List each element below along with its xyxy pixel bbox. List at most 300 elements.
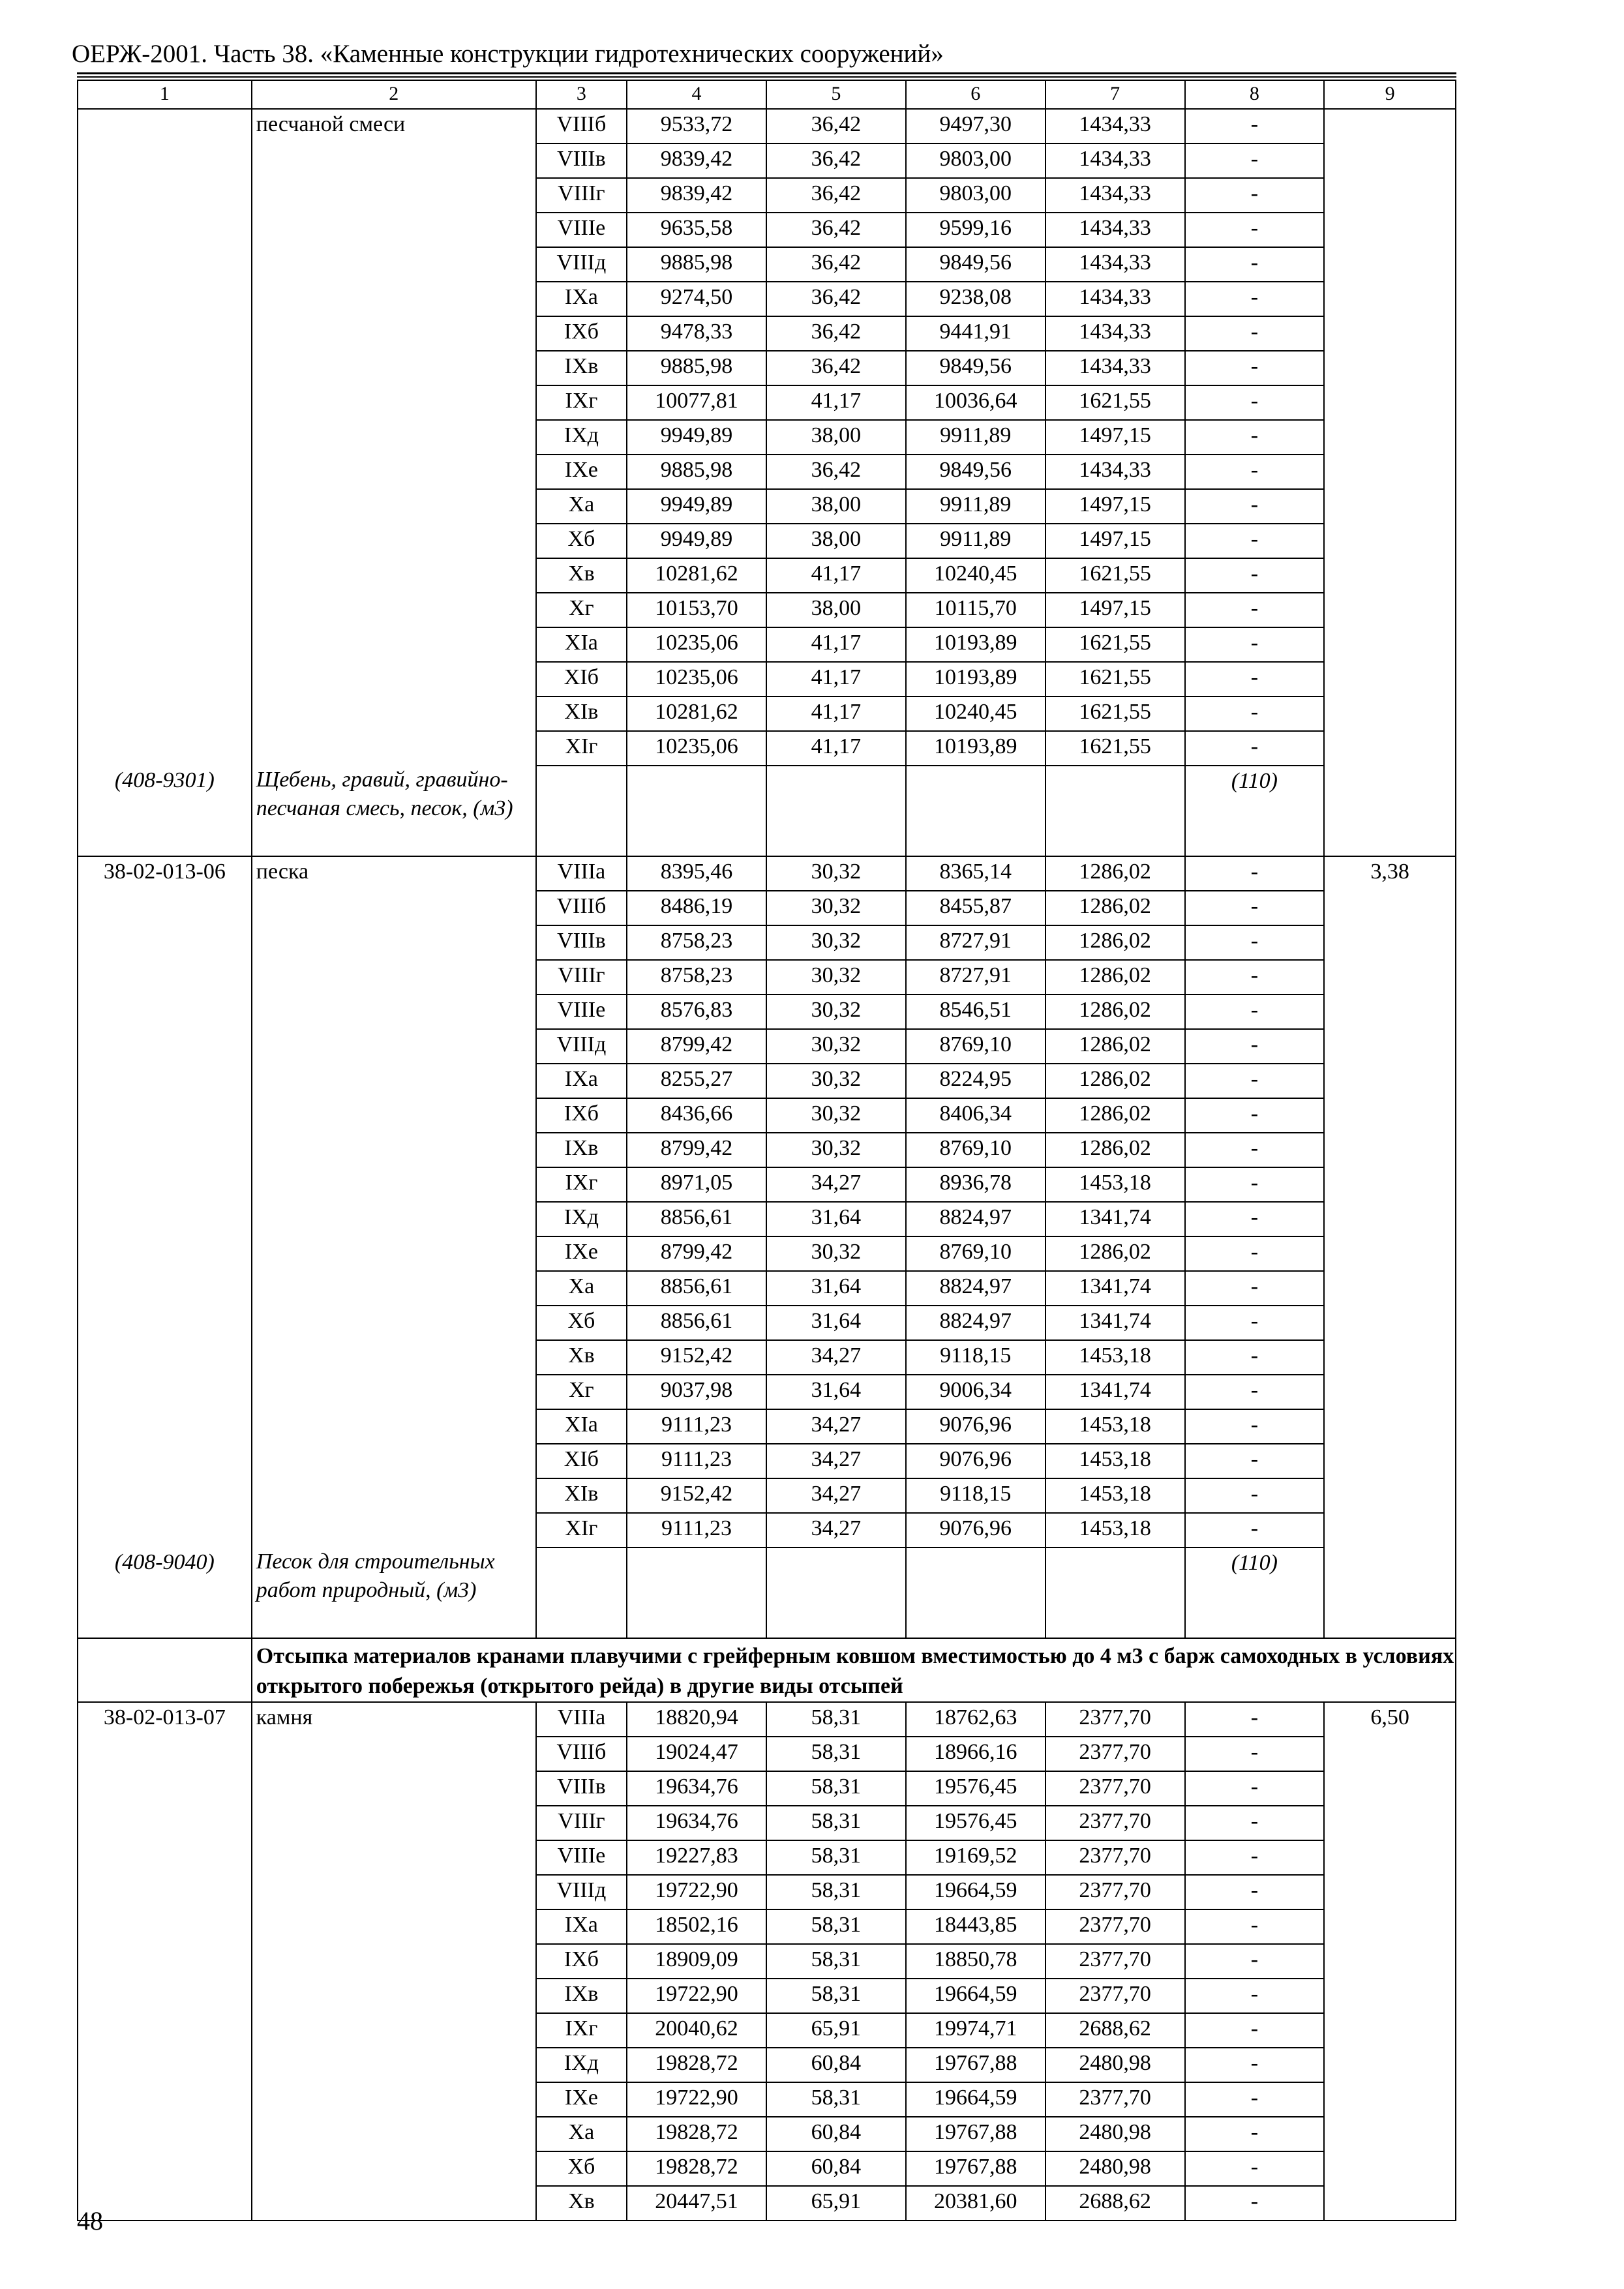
material-empty xyxy=(1045,766,1185,856)
cell-col3: VIIIе xyxy=(536,1840,627,1875)
cell-col3: IXг xyxy=(536,2013,627,2048)
cell-col4: 19722,90 xyxy=(627,1979,766,2013)
rate-code-cont xyxy=(78,1875,252,1909)
cell-col3: Xв xyxy=(536,2186,627,2221)
table-row xyxy=(78,385,1456,420)
cell-col3: IXв xyxy=(536,1979,627,2013)
coefficient-cont xyxy=(1324,2013,1456,2048)
cell-col7: 1434,33 xyxy=(1045,351,1185,385)
cell-col7: 1286,02 xyxy=(1045,1098,1185,1133)
cell-col8: - xyxy=(1185,2186,1325,2221)
cell-col7: 1286,02 xyxy=(1045,1133,1185,1167)
work-name-cont xyxy=(252,1133,536,1167)
cell-col3: VIIIд xyxy=(536,247,627,282)
rate-code: 38-02-013-07 xyxy=(78,1702,252,1737)
cell-col7: 1453,18 xyxy=(1045,1444,1185,1478)
cell-col7: 1434,33 xyxy=(1045,213,1185,247)
column-number: 1 xyxy=(78,80,252,109)
work-name-cont xyxy=(252,178,536,213)
cell-col6: 9076,96 xyxy=(906,1513,1045,1548)
cell-col3: IXг xyxy=(536,1167,627,1202)
cell-col6: 9441,91 xyxy=(906,316,1045,351)
cell-col5: 30,32 xyxy=(766,1098,906,1133)
cell-col7: 1497,15 xyxy=(1045,489,1185,524)
cell-col4: 18909,09 xyxy=(627,1944,766,1979)
cell-col8: - xyxy=(1185,420,1325,455)
cell-col4: 19722,90 xyxy=(627,1875,766,1909)
work-name: песчаной смеси xyxy=(252,109,536,143)
cell-col5: 30,32 xyxy=(766,1064,906,1098)
cell-col5: 38,00 xyxy=(766,593,906,627)
cell-col8: - xyxy=(1185,247,1325,282)
cell-col4: 19634,76 xyxy=(627,1771,766,1806)
cell-col5: 58,31 xyxy=(766,1737,906,1771)
cell-col4: 9478,33 xyxy=(627,316,766,351)
work-name-cont xyxy=(252,696,536,731)
rate-code-cont xyxy=(78,1167,252,1202)
work-name-cont xyxy=(252,1409,536,1444)
table-row xyxy=(78,420,1456,455)
work-name-cont xyxy=(252,213,536,247)
table-row xyxy=(78,1478,1456,1513)
cell-col7: 1453,18 xyxy=(1045,1513,1185,1548)
table-row xyxy=(78,143,1456,178)
cell-col7: 1453,18 xyxy=(1045,1167,1185,1202)
coefficient-cont xyxy=(1324,1271,1456,1306)
work-name-cont xyxy=(252,1737,536,1771)
coefficient-cont xyxy=(1324,2082,1456,2117)
cell-col4: 19227,83 xyxy=(627,1840,766,1875)
table-row xyxy=(78,891,1456,925)
cell-col8: - xyxy=(1185,558,1325,593)
cell-col5: 30,32 xyxy=(766,1236,906,1271)
cell-col6: 18966,16 xyxy=(906,1737,1045,1771)
cell-col5: 36,42 xyxy=(766,247,906,282)
cell-col8: - xyxy=(1185,1375,1325,1409)
work-name-cont xyxy=(252,282,536,316)
cell-col6: 10036,64 xyxy=(906,385,1045,420)
cell-col6: 10115,70 xyxy=(906,593,1045,627)
table-row xyxy=(78,1840,1456,1875)
cell-col4: 8576,83 xyxy=(627,995,766,1029)
material-name: Щебень, гравий, гравийно-песчаная смесь, песок, (м3) xyxy=(252,766,536,856)
table-row xyxy=(78,1806,1456,1840)
table-row xyxy=(78,2082,1456,2117)
work-name-cont xyxy=(252,593,536,627)
cell-col5: 30,32 xyxy=(766,1133,906,1167)
cell-col5: 31,64 xyxy=(766,1375,906,1409)
coefficient-cont xyxy=(1324,1944,1456,1979)
cell-col6: 9911,89 xyxy=(906,420,1045,455)
table-row xyxy=(78,2186,1456,2221)
table-row xyxy=(78,1306,1456,1340)
cell-col4: 8799,42 xyxy=(627,1236,766,1271)
cell-col4: 10153,70 xyxy=(627,593,766,627)
cell-col3: VIIIв xyxy=(536,143,627,178)
coefficient-cont xyxy=(1324,1306,1456,1340)
work-name-cont xyxy=(252,1979,536,2013)
cell-col8: - xyxy=(1185,1702,1325,1737)
cell-col6: 9911,89 xyxy=(906,489,1045,524)
cell-col8: - xyxy=(1185,1133,1325,1167)
cell-col7: 1434,33 xyxy=(1045,109,1185,143)
cell-col4: 10281,62 xyxy=(627,696,766,731)
cell-col6: 9076,96 xyxy=(906,1444,1045,1478)
coefficient-cont xyxy=(1324,213,1456,247)
cell-col5: 38,00 xyxy=(766,524,906,558)
cell-col4: 8856,61 xyxy=(627,1271,766,1306)
cell-col4: 19024,47 xyxy=(627,1737,766,1771)
cell-col8: - xyxy=(1185,1737,1325,1771)
coefficient-cont xyxy=(1324,627,1456,662)
cell-col8: - xyxy=(1185,1202,1325,1236)
cell-col7: 1341,74 xyxy=(1045,1375,1185,1409)
table-row xyxy=(78,662,1456,696)
rate-code-cont xyxy=(78,385,252,420)
table-row xyxy=(78,1444,1456,1478)
work-name-cont xyxy=(252,1340,536,1375)
cell-col8: - xyxy=(1185,696,1325,731)
cell-col4: 10077,81 xyxy=(627,385,766,420)
coefficient: 3,38 xyxy=(1324,856,1456,891)
cell-col6: 18850,78 xyxy=(906,1944,1045,1979)
rate-code-cont xyxy=(78,1513,252,1548)
table-row xyxy=(78,109,1456,143)
cell-col4: 9839,42 xyxy=(627,178,766,213)
cell-col8: - xyxy=(1185,925,1325,960)
cell-col3: IXд xyxy=(536,2048,627,2082)
cell-col4: 8758,23 xyxy=(627,925,766,960)
page-number: 48 xyxy=(77,2206,103,2236)
cell-col3: Xг xyxy=(536,593,627,627)
coefficient-cont xyxy=(1324,2048,1456,2082)
table-row xyxy=(78,1167,1456,1202)
cell-col5: 41,17 xyxy=(766,385,906,420)
cell-col8: - xyxy=(1185,1944,1325,1979)
rate-code-cont xyxy=(78,1737,252,1771)
cell-col5: 36,42 xyxy=(766,109,906,143)
rate-code-cont xyxy=(78,593,252,627)
cell-col5: 36,42 xyxy=(766,455,906,489)
table-row xyxy=(78,455,1456,489)
work-name-cont xyxy=(252,1098,536,1133)
rate-code-cont xyxy=(78,627,252,662)
cell-col4: 10235,06 xyxy=(627,731,766,766)
work-name-cont xyxy=(252,1944,536,1979)
work-name-cont xyxy=(252,925,536,960)
table-row xyxy=(78,627,1456,662)
work-name-cont xyxy=(252,1029,536,1064)
cell-col3: IXб xyxy=(536,316,627,351)
work-name-cont xyxy=(252,2117,536,2151)
rate-code-cont xyxy=(78,2117,252,2151)
rate-code-cont xyxy=(78,282,252,316)
work-name-cont xyxy=(252,627,536,662)
cell-col8: - xyxy=(1185,524,1325,558)
cell-col6: 9497,30 xyxy=(906,109,1045,143)
cell-col4: 19828,72 xyxy=(627,2117,766,2151)
cell-col8: - xyxy=(1185,282,1325,316)
cell-col8: - xyxy=(1185,2013,1325,2048)
work-name-cont xyxy=(252,2186,536,2221)
work-name-cont xyxy=(252,1840,536,1875)
cell-col8: - xyxy=(1185,1029,1325,1064)
coefficient-cont xyxy=(1324,1478,1456,1513)
cell-col5: 30,32 xyxy=(766,891,906,925)
table-row xyxy=(78,1271,1456,1306)
cell-col6: 8769,10 xyxy=(906,1029,1045,1064)
table-row xyxy=(78,316,1456,351)
rate-code: 38-02-013-06 xyxy=(78,856,252,891)
cell-col3: IXе xyxy=(536,1236,627,1271)
column-number: 7 xyxy=(1045,80,1185,109)
cell-col7: 1497,15 xyxy=(1045,524,1185,558)
coefficient-cont xyxy=(1324,1771,1456,1806)
cell-col7: 1621,55 xyxy=(1045,662,1185,696)
table-row xyxy=(78,1236,1456,1271)
rate-code-cont xyxy=(78,731,252,766)
material-empty xyxy=(906,1548,1045,1638)
cell-col3: VIIIе xyxy=(536,213,627,247)
cell-col4: 8799,42 xyxy=(627,1133,766,1167)
coefficient-cont xyxy=(1324,1909,1456,1944)
coefficient-cont xyxy=(1324,995,1456,1029)
cell-col6: 20381,60 xyxy=(906,2186,1045,2221)
cell-col7: 1453,18 xyxy=(1045,1478,1185,1513)
work-name-cont xyxy=(252,1236,536,1271)
cell-col6: 9803,00 xyxy=(906,178,1045,213)
column-number: 4 xyxy=(627,80,766,109)
work-name-cont xyxy=(252,316,536,351)
cell-col3: VIIIа xyxy=(536,856,627,891)
material-norm: (110) xyxy=(1185,766,1325,856)
cell-col7: 2377,70 xyxy=(1045,1979,1185,2013)
rate-code-cont xyxy=(78,213,252,247)
cell-col7: 1341,74 xyxy=(1045,1306,1185,1340)
coefficient-cont xyxy=(1324,662,1456,696)
cell-col7: 1286,02 xyxy=(1045,925,1185,960)
rate-code-cont xyxy=(78,1944,252,1979)
coefficient-cont xyxy=(1324,2117,1456,2151)
cell-col6: 9849,56 xyxy=(906,455,1045,489)
cell-col8: - xyxy=(1185,489,1325,524)
rate-code-cont xyxy=(78,1098,252,1133)
cell-col3: Xб xyxy=(536,2151,627,2186)
table-row xyxy=(78,2013,1456,2048)
cell-col5: 58,31 xyxy=(766,2082,906,2117)
cell-col7: 2377,70 xyxy=(1045,1806,1185,1840)
cell-col3: Xа xyxy=(536,489,627,524)
cell-col6: 19767,88 xyxy=(906,2117,1045,2151)
cell-col6: 8824,97 xyxy=(906,1202,1045,1236)
cell-col5: 60,84 xyxy=(766,2117,906,2151)
cell-col7: 1621,55 xyxy=(1045,558,1185,593)
cell-col8: - xyxy=(1185,960,1325,995)
table-row xyxy=(78,558,1456,593)
coefficient-cont xyxy=(1324,1548,1456,1638)
cell-col5: 41,17 xyxy=(766,558,906,593)
cell-col6: 8727,91 xyxy=(906,925,1045,960)
cell-col3: IXд xyxy=(536,1202,627,1236)
cell-col3: XIб xyxy=(536,662,627,696)
coefficient-cont xyxy=(1324,593,1456,627)
rate-code-cont xyxy=(78,1979,252,2013)
material-empty xyxy=(766,766,906,856)
cell-col3: Xа xyxy=(536,1271,627,1306)
cell-col6: 19974,71 xyxy=(906,2013,1045,2048)
cell-col7: 2377,70 xyxy=(1045,1944,1185,1979)
table-row xyxy=(78,178,1456,213)
rate-code-cont xyxy=(78,2082,252,2117)
work-name-cont xyxy=(252,2082,536,2117)
coefficient-cont xyxy=(1324,1840,1456,1875)
cell-col4: 9635,58 xyxy=(627,213,766,247)
coefficient-cont xyxy=(1324,455,1456,489)
cell-col7: 1434,33 xyxy=(1045,282,1185,316)
cell-col5: 36,42 xyxy=(766,178,906,213)
rate-code-cont xyxy=(78,1029,252,1064)
cell-col4: 8758,23 xyxy=(627,960,766,995)
table-row xyxy=(78,1771,1456,1806)
cell-col8: - xyxy=(1185,1875,1325,1909)
work-name-cont xyxy=(252,1875,536,1909)
cell-col7: 2688,62 xyxy=(1045,2013,1185,2048)
cell-col8: - xyxy=(1185,2117,1325,2151)
cell-col6: 9076,96 xyxy=(906,1409,1045,1444)
cell-col3: Xв xyxy=(536,1340,627,1375)
cell-col7: 1621,55 xyxy=(1045,627,1185,662)
cell-col7: 1453,18 xyxy=(1045,1409,1185,1444)
cell-col5: 36,42 xyxy=(766,282,906,316)
rate-code-cont xyxy=(78,316,252,351)
cell-col3: VIIIд xyxy=(536,1875,627,1909)
cell-col7: 1434,33 xyxy=(1045,178,1185,213)
cell-col4: 8395,46 xyxy=(627,856,766,891)
rate-code-cont xyxy=(78,1375,252,1409)
table-row xyxy=(78,1375,1456,1409)
work-name-cont xyxy=(252,524,536,558)
table-row xyxy=(78,995,1456,1029)
work-name-cont xyxy=(252,1909,536,1944)
work-name-cont xyxy=(252,1806,536,1840)
cell-col5: 31,64 xyxy=(766,1306,906,1340)
table-row xyxy=(78,1737,1456,1771)
cell-col3: IXв xyxy=(536,351,627,385)
cell-col7: 1286,02 xyxy=(1045,1029,1185,1064)
cell-col5: 60,84 xyxy=(766,2048,906,2082)
work-name-cont xyxy=(252,558,536,593)
cell-col7: 1434,33 xyxy=(1045,143,1185,178)
coefficient: 6,50 xyxy=(1324,1702,1456,1737)
cell-col6: 8406,34 xyxy=(906,1098,1045,1133)
rate-code-cont xyxy=(78,1840,252,1875)
cell-col7: 2480,98 xyxy=(1045,2117,1185,2151)
cell-col5: 34,27 xyxy=(766,1478,906,1513)
cell-col8: - xyxy=(1185,351,1325,385)
table-row xyxy=(78,696,1456,731)
work-name-cont xyxy=(252,2151,536,2186)
table-row xyxy=(78,2048,1456,2082)
work-name: камня xyxy=(252,1702,536,1737)
cell-col6: 8824,97 xyxy=(906,1271,1045,1306)
coefficient-cont xyxy=(1324,1513,1456,1548)
material-empty xyxy=(536,1548,627,1638)
cell-col7: 1497,15 xyxy=(1045,593,1185,627)
work-name-cont xyxy=(252,420,536,455)
rate-code-cont xyxy=(78,2048,252,2082)
cell-col5: 58,31 xyxy=(766,1840,906,1875)
section-title: Отсыпка материалов кранами плавучими с грейферным ковшом вместимостью до 4 м3 с барж самоходных в условиях открытого побережья (открытого рейда) в другие виды отсыпей xyxy=(252,1638,1456,1702)
rate-code-cont xyxy=(78,2013,252,2048)
cell-col7: 2377,70 xyxy=(1045,2082,1185,2117)
coefficient-cont xyxy=(1324,316,1456,351)
table-row xyxy=(78,1064,1456,1098)
cell-col3: VIIIг xyxy=(536,178,627,213)
cell-col6: 10193,89 xyxy=(906,731,1045,766)
cell-col4: 9839,42 xyxy=(627,143,766,178)
material-empty xyxy=(766,1548,906,1638)
work-name-cont xyxy=(252,455,536,489)
work-name-cont xyxy=(252,1064,536,1098)
cell-col4: 9152,42 xyxy=(627,1340,766,1375)
rate-code-cont xyxy=(78,178,252,213)
material-empty xyxy=(906,766,1045,856)
cell-col8: - xyxy=(1185,1064,1325,1098)
rate-code-cont xyxy=(78,1409,252,1444)
coefficient-cont xyxy=(1324,1979,1456,2013)
cell-col5: 58,31 xyxy=(766,1702,906,1737)
work-name-cont xyxy=(252,1771,536,1806)
cell-col3: XIа xyxy=(536,1409,627,1444)
cell-col4: 10281,62 xyxy=(627,558,766,593)
rate-code-cont xyxy=(78,1236,252,1271)
cell-col6: 8224,95 xyxy=(906,1064,1045,1098)
cell-col5: 58,31 xyxy=(766,1979,906,2013)
cell-col5: 36,42 xyxy=(766,351,906,385)
cell-col5: 58,31 xyxy=(766,1944,906,1979)
cell-col5: 30,32 xyxy=(766,856,906,891)
coefficient-cont xyxy=(1324,1444,1456,1478)
rate-code-cont xyxy=(78,1202,252,1236)
cell-col4: 8799,42 xyxy=(627,1029,766,1064)
work-name-cont xyxy=(252,385,536,420)
table-row xyxy=(78,731,1456,766)
coefficient-cont xyxy=(1324,1098,1456,1133)
cell-col8: - xyxy=(1185,1771,1325,1806)
coefficient-cont xyxy=(1324,960,1456,995)
rate-code-cont xyxy=(78,558,252,593)
cell-col4: 18502,16 xyxy=(627,1909,766,1944)
cell-col5: 65,91 xyxy=(766,2186,906,2221)
rate-code-cont xyxy=(78,925,252,960)
coefficient-cont xyxy=(1324,1875,1456,1909)
cell-col7: 1453,18 xyxy=(1045,1340,1185,1375)
cell-col8: - xyxy=(1185,316,1325,351)
material-empty xyxy=(536,766,627,856)
cell-col3: XIг xyxy=(536,1513,627,1548)
cell-col5: 31,64 xyxy=(766,1202,906,1236)
cell-col4: 9949,89 xyxy=(627,524,766,558)
rate-code-cont xyxy=(78,696,252,731)
rate-code-cont xyxy=(78,1306,252,1340)
cell-col6: 9238,08 xyxy=(906,282,1045,316)
cell-col3: IXг xyxy=(536,385,627,420)
material-code: (408-9040) xyxy=(78,1548,252,1638)
cell-col8: - xyxy=(1185,1478,1325,1513)
coefficient-cont xyxy=(1324,731,1456,766)
cell-col3: Xв xyxy=(536,558,627,593)
cell-col6: 10240,45 xyxy=(906,696,1045,731)
